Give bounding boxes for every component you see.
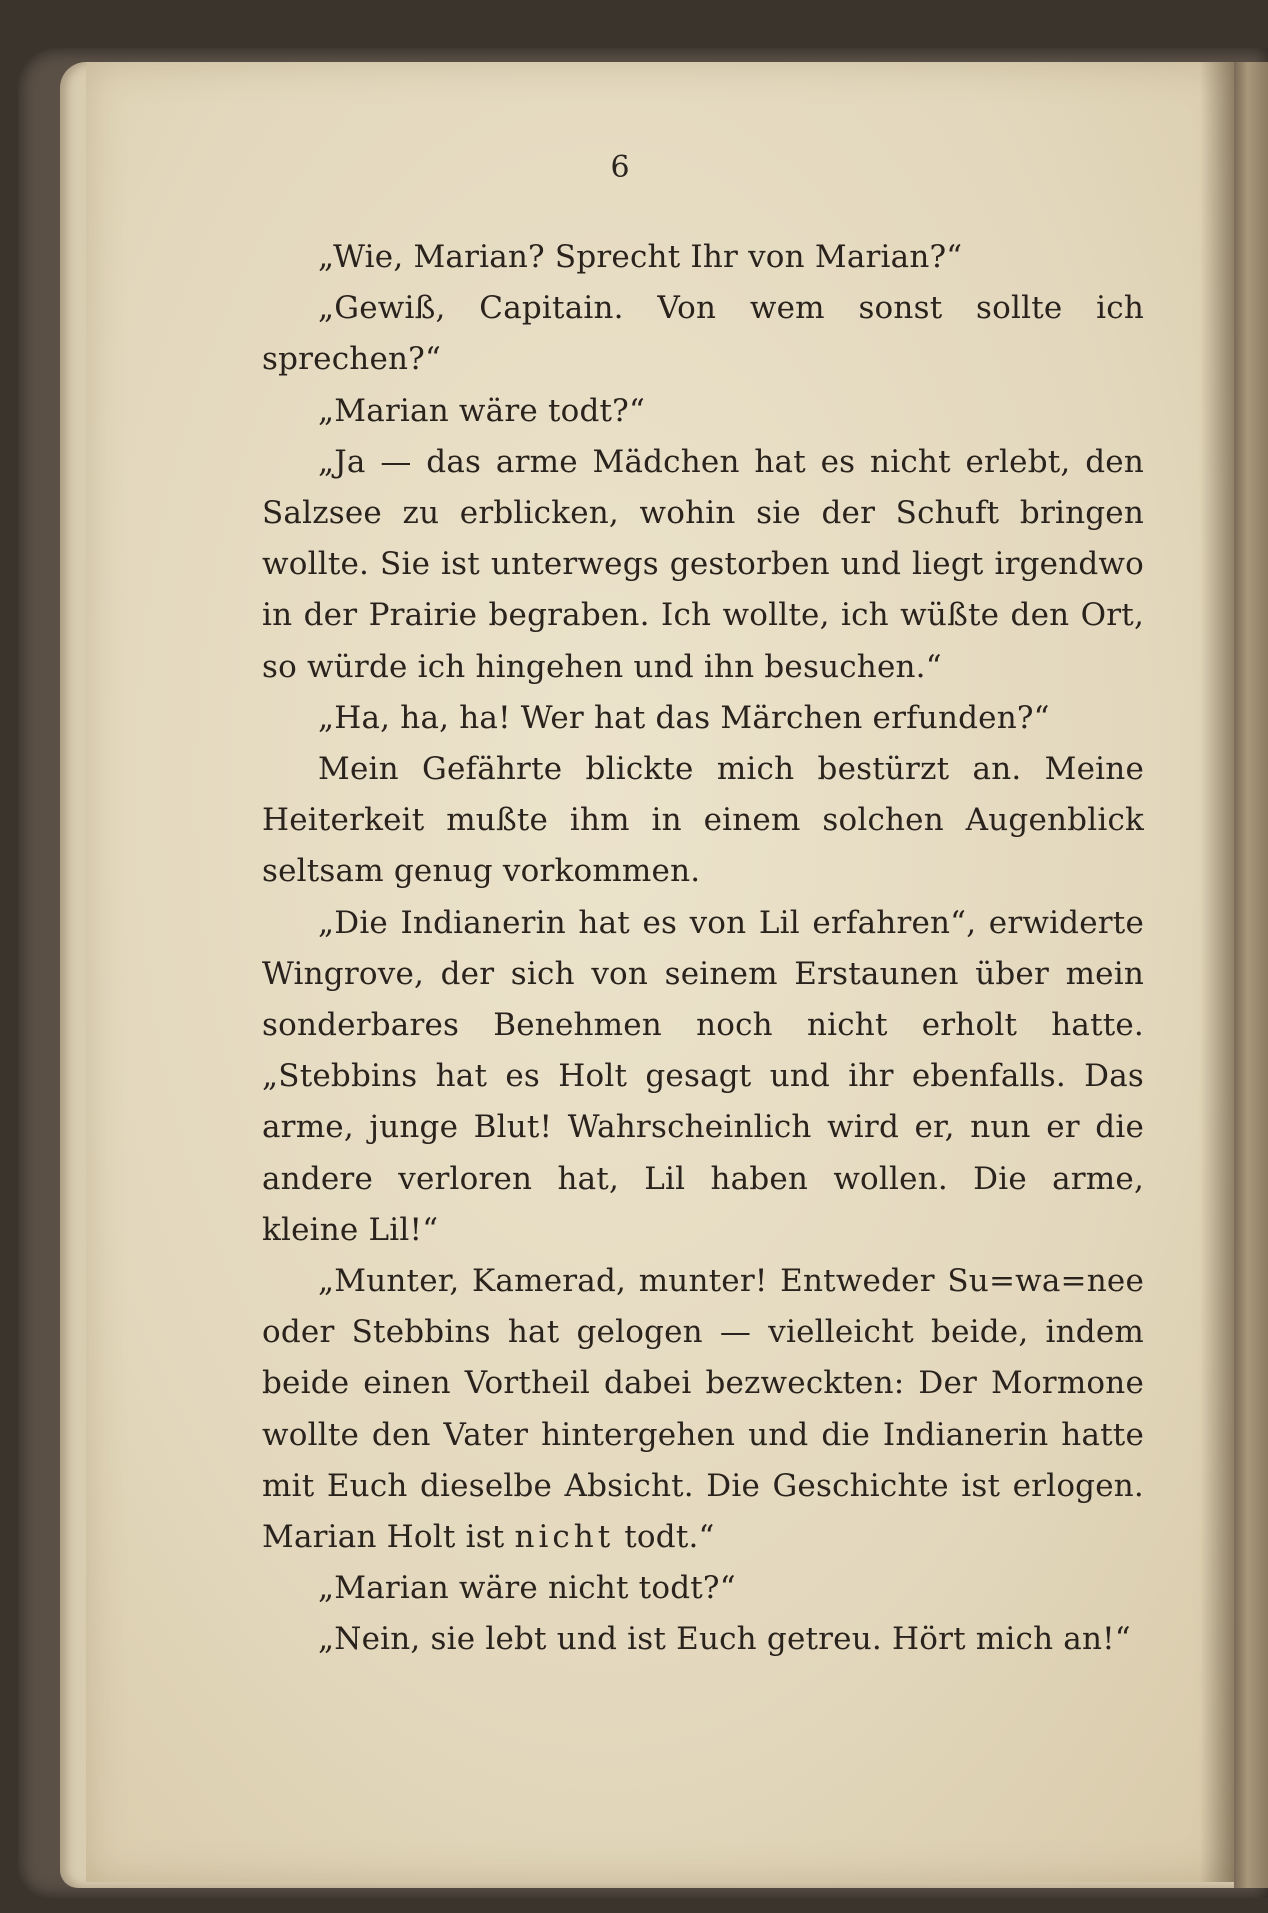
paragraph: „Ja — das arme Mädchen hat es nicht erlebt, den Salzsee zu erblicken, wohin sie der Schuft bringen wollte. Sie ist unterwegs gestorben und liegt irgendwo in der Prairie begraben. Ich wollte, ich wüßte den Ort, so würde ich hingehen und ihn besuchen.“	[262, 443, 1144, 685]
paragraph: Mein Gefährte blickte mich bestürzt an. Meine Heiterkeit mußte ihm in einem solchen Augenblick seltsam genug vorkommen.	[262, 751, 1144, 890]
paragraph-text: todt.“	[614, 1519, 715, 1556]
paragraph: „Die Indianerin hat es von Lil erfahren“, erwiderte Wingrove, der sich von seinem Erstaunen über mein sonderbares Benehmen noch nicht erholt hatte. „Stebbins hat es Holt gesagt und ihr ebenfalls. Das arme, junge Blut! Wahrscheinlich wird er, nun er die andere verloren hat, Lil haben wollen. Die arme, kleine Lil!“	[262, 904, 1144, 1248]
paragraph: „Ha, ha, ha! Wer hat das Märchen erfunden?“	[318, 699, 1050, 736]
paragraph: „Gewiß, Capitain. Von wem sonst sollte ich sprechen?“	[262, 290, 1144, 378]
facing-page-edge	[1234, 62, 1268, 1888]
page-number: 6	[610, 150, 630, 185]
emphasized-word: nicht	[514, 1519, 615, 1556]
paragraph	[262, 1256, 1144, 1563]
paragraph: „Marian wäre todt?“	[318, 392, 646, 429]
paragraph-text: „Munter, Kamerad, munter! Entweder Su=wa=nee oder Stebbins hat gelogen — vielleicht beide, indem beide einen Vortheil dabei bezweckten: Der Mormone wollte den Vater hintergehen und die Indianerin hatte mit Euch dieselbe Absicht. Die Geschichte ist erlogen. Marian Holt ist	[262, 1263, 1144, 1556]
paragraph: „Wie, Marian? Sprecht Ihr von Marian?“	[318, 239, 963, 275]
body-text	[262, 232, 1144, 1666]
page-gutter	[1200, 62, 1234, 1882]
paragraph: „Nein, sie lebt und ist Euch getreu. Hört mich an!“	[318, 1621, 1131, 1658]
paragraph: „Marian wäre nicht todt?“	[318, 1570, 736, 1607]
